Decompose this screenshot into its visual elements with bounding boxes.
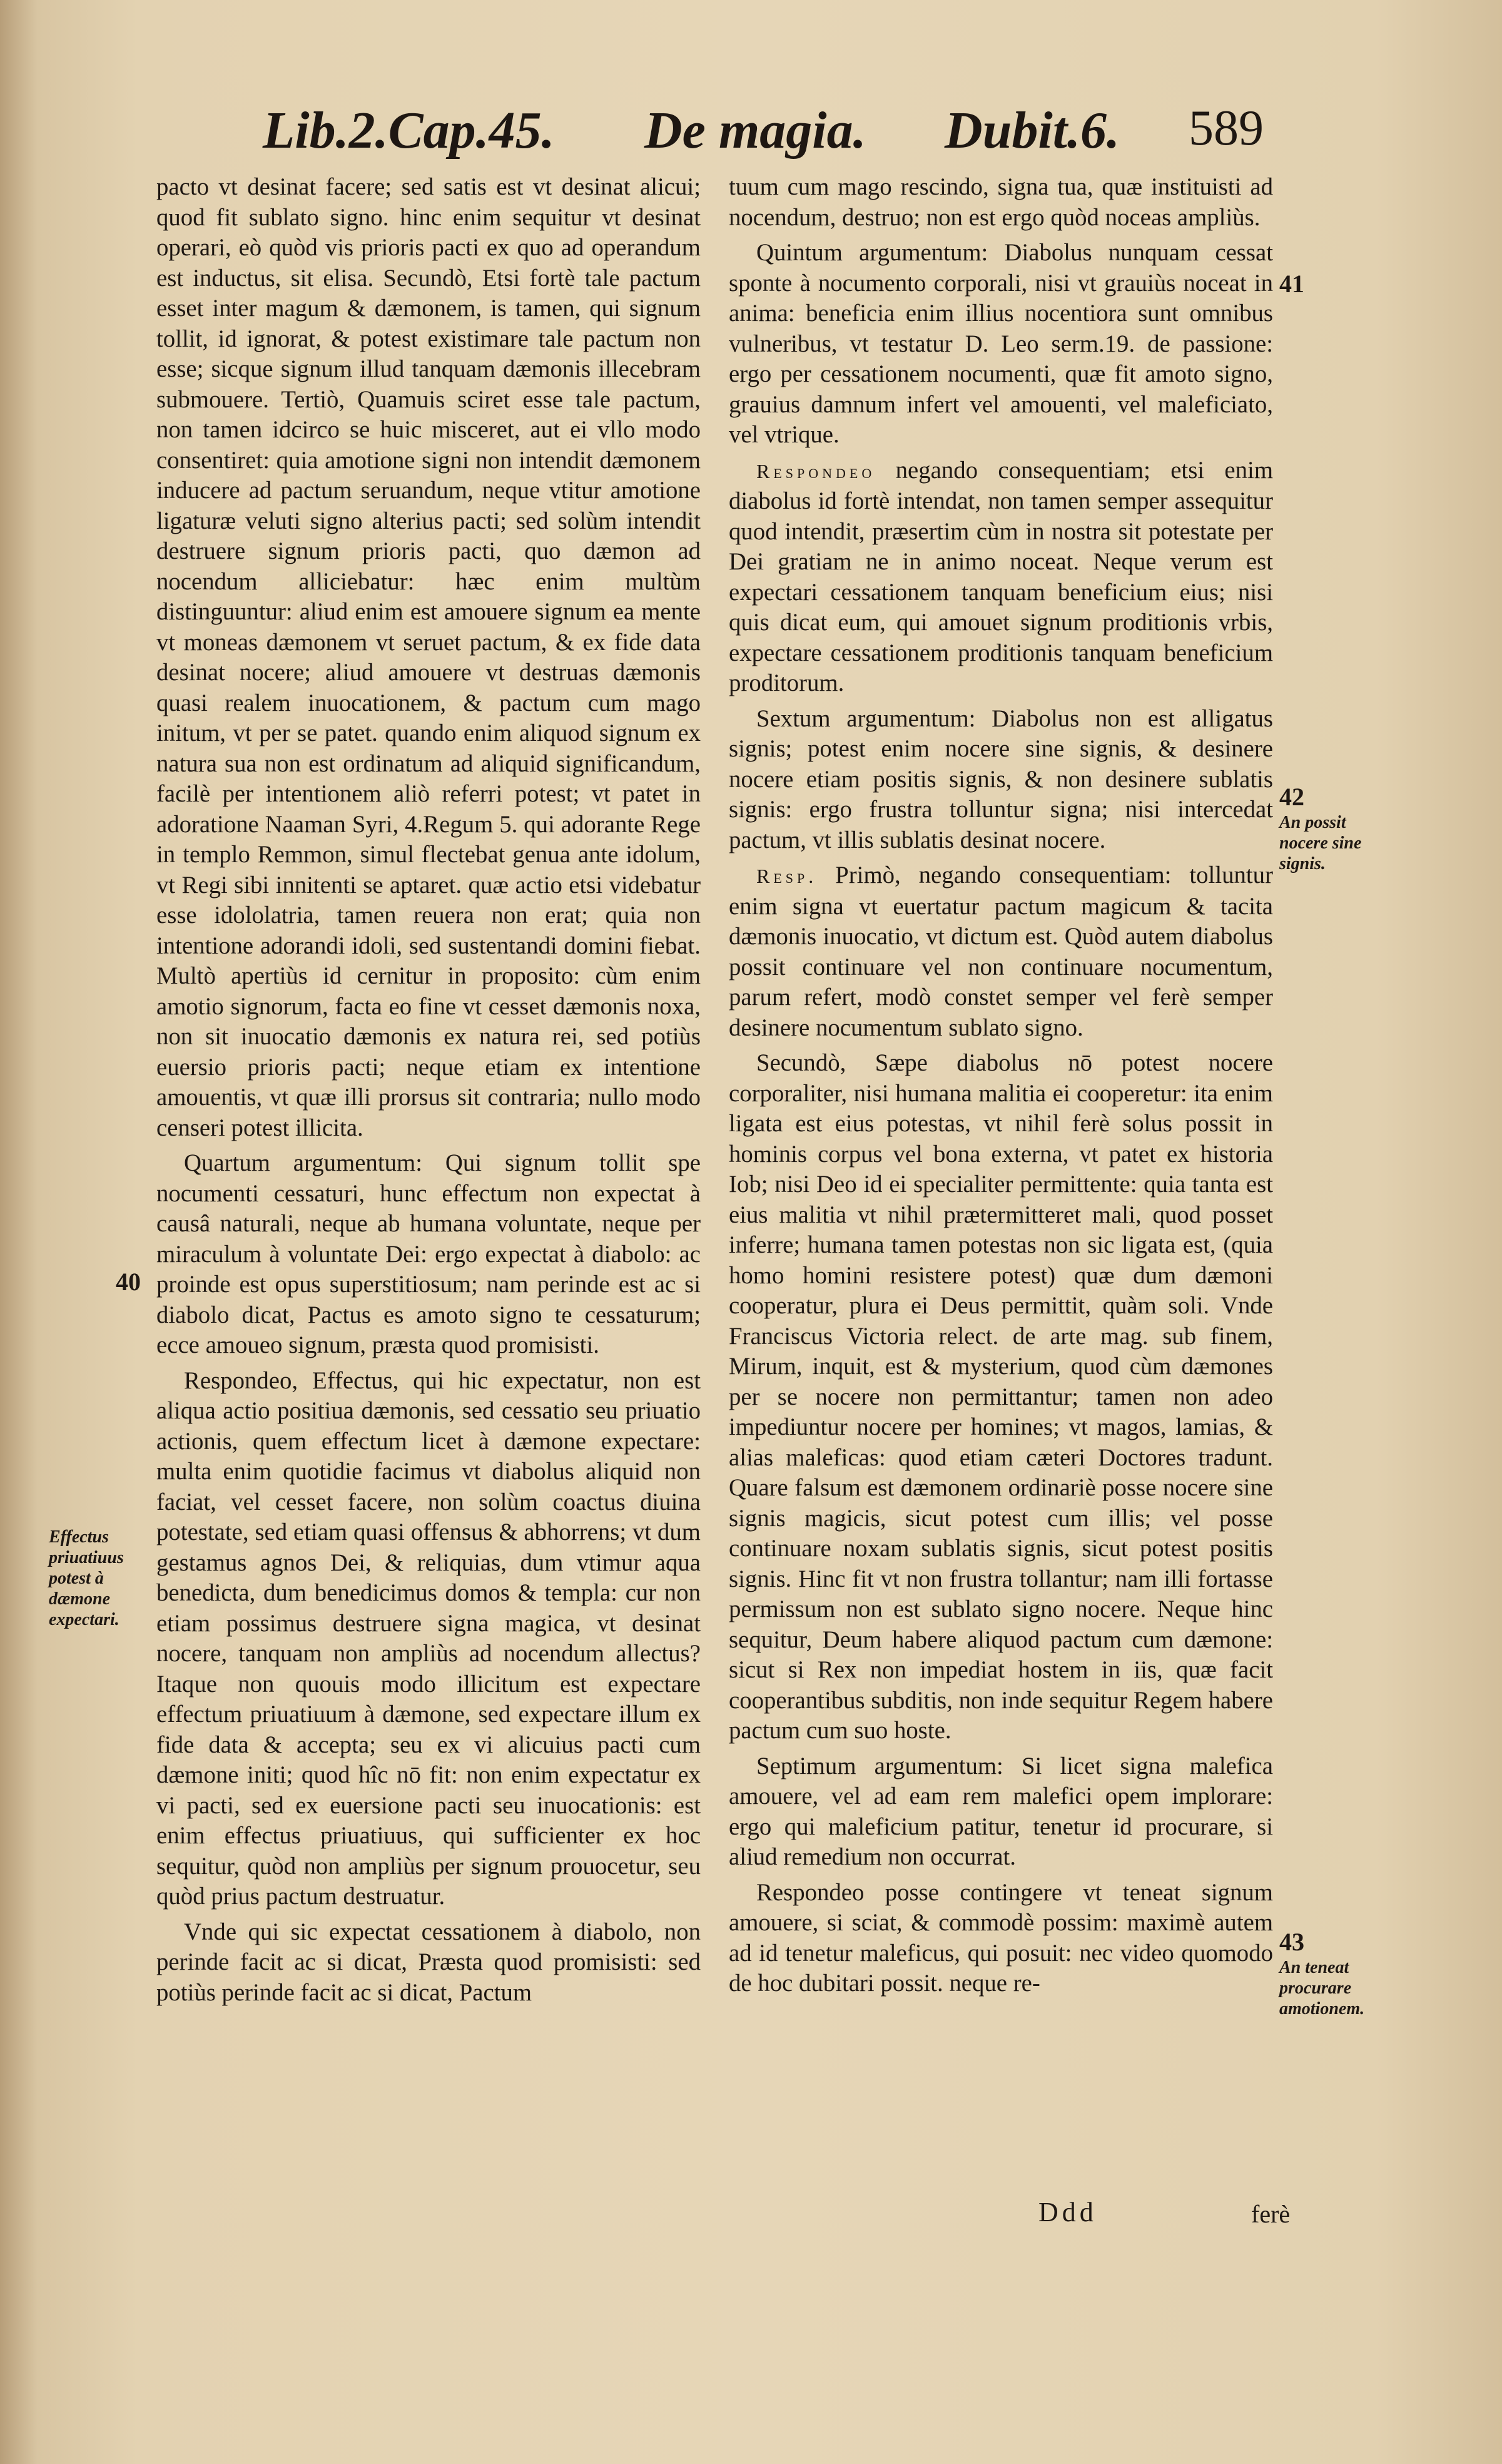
- paragraph: Respondeo posse contingere vt teneat signum amouere, si sciat, & commodè possim: maximè autem ad id tenetur maleficus, qui posuit: nec video quomodo de hoc dubitari possit. neque re-: [729, 1878, 1273, 1997]
- header-dubitatio: Dubit.6.: [945, 101, 1120, 160]
- header-book-chapter: Lib.2.Cap.45.: [263, 101, 555, 160]
- paragraph: [729, 860, 1273, 1043]
- paragraph: tuum cum mago rescindo, signa tua, quæ instituisti ad nocendum, destruo; non est ergo quòd noceas ampliùs.: [729, 173, 1273, 231]
- paragraph: Respondeo, Effectus, qui hic expectatur, non est aliqua actio positiua dæmonis, sed cessatio seu priuatio actionis, quem effectum licet à dæmone expectare: multa enim quotidie facimus vt diabolus aliquid non faciat, vel cesset facere, non solùm coactus diuina potestate, sed etiam quasi offensus & abhorrens; vt dum gestamus agnos Dei, & reliquias, dum vtimur aqua benedicta, dum benedicimus domos & templa: cur non etiam possimus destruere signa magica, vt desinat nocere, tanquam non ampliùs ad nocendum allectus? Itaque non quouis modo illicitum est expectare effectum priuatiuum à dæmone, sed expectare illum ex fide data & accepta; seu ex vi alicuius pacti cum dæmone initi; quod hîc nō fit: non enim expectatur ex vi pacti, sed ex euersione pacti seu inuocationis: est enim effectus priuatiuus, qui sufficienter ex hoc sequitur, quòd non ampliùs per signum prouocetur, seu quòd prius pactum destruatur.: [156, 1367, 701, 1910]
- paragraph: Sextum argumentum: Diabolus non est alligatus signis; potest enim nocere sine signis, & desinere nocere etiam positis signis, & non desinere sublatis signis: ergo frustra tolluntur signa; nisi intercedat pactum, vt illis sublatis desinat nocere.: [729, 705, 1273, 853]
- respondeo-label: Respondeo: [756, 459, 876, 482]
- signature-mark: Ddd: [1038, 2197, 1097, 2227]
- right-column: [729, 172, 1273, 2004]
- paragraph-text: Primò, negando consequentiam: tolluntur enim signa vt euertatur pactum magicum & tacita dæmonis inuocatio, vt dictum est. Quòd autem diabolus possit continuare vel non continuare nocumentum, parum refert, modò constet semper vel ferè semper desinere nocumentum sublato signo.: [729, 862, 1273, 1041]
- margin-note: Effectus priuatiuus potest à dæmone expectari.: [49, 1527, 124, 1629]
- paragraph: Quartum argumentum: Qui signum tollit spe nocumenti cessaturi, hunc effectum non expectat à causâ naturali, neque ab humana voluntate, neque per miraculum à voluntate Dei: ergo expectat à diabolo: ac proinde est opus superstitiosum; nam perinde est ac si diabolo dicat, Pactus es amoto signo te cessaturum; ecce amoueo signum, præsta quod promisisti.: [156, 1149, 701, 1358]
- paragraph: pacto vt desinat facere; sed satis est vt desinat alicui; quod fit sublato signo. hinc enim sequitur vt desinat operari, eò quòd vis prioris pacti ex quo ad operandum est inductus, sit elisa. Secundò, Etsi fortè tale pactum esset inter magum & dæmonem, is tamen, qui signum tollit, id ignorat, & potest existimare tale pactum non esse; sicque signum illud tanquam dæmonis illecebram submouere. Tertiò, Quamuis sciret esse tale pactum, non tamen idcirco se huic misceret, aut ei vllo modo consentiret: quia amotione signi non intendit dæmonem inducere ad pactum seruandum, neque vtitur amotione ligaturæ veluti signo alterius pacti; sed solùm intendit destruere signum prioris pacti, quo dæmon ad nocendum alliciebatur: hæc enim multùm distinguuntur: aliud enim est amouere signum ea mente vt moneas dæmonem vt seruet pactum, & ex fide data desinat nocere; aliud amouere vt destruas dæmonis quasi realem inuocationem, & pactum cum mago initum, vt per se patet. quando enim aliquod signum ex natura sua non est ordinatum ad aliquid significandum, facilè per intentionem aliò referri potest; vt patet in adoratione Naaman Syri, 4.Regum 5. qui adorante Rege in templo Remmon, simul flectebat genua ante idolum, vt Regi sibi innitenti se aptaret. quæ actio etsi videbatur esse idololatria, tamen reuera non erat; quia non intentione adorandi idoli, sed sustentandi domini fiebat. Multò apertiùs id cernitur in proposito: cùm enim amotio signorum, facta eo fine vt cesset dæmonis noxa, non sit inuocatio dæmonis ex natura rei, sed potiùs euersio prioris pacti; neque etiam ex intentione amouentis, vt quæ illi prorsus sit contraria; nullo modo censeri potest illicita.: [156, 173, 701, 1141]
- page-number: 589: [1189, 101, 1264, 156]
- margin-number: 41: [1279, 270, 1304, 298]
- margin-number: 42: [1279, 783, 1304, 811]
- left-column: [156, 172, 701, 2013]
- paragraph: Septimum argumentum: Si licet signa malefica amouere, vel ad eam rem malefici opem implorare: ergo qui maleficium patitur, tenetur id procurare, si aliud remedium non occurrat.: [729, 1752, 1273, 1870]
- header-title: De magia.: [644, 101, 866, 160]
- catchword: ferè: [1251, 2200, 1291, 2228]
- running-header: [263, 100, 1276, 175]
- paragraph: Vnde qui sic expectat cessationem à diabolo, non perinde facit ac si dicat, Præsta quod promisisti: sed potiùs perinde facit ac si dicat, Pactum: [156, 1918, 701, 2006]
- paragraph-text: negando consequentiam; etsi enim diabolus id fortè intendat, non tamen semper assequitur quod intendit, præsertim cùm in nostra sit potestate per Dei gratiam ne in animo noceat. Neque verum est expectari cessationem tanquam beneficium eius; nisi quis dicat eum, qui amouet signum proditionis vrbis, expectare cessationem proditionis tanquam beneficium proditorum.: [729, 456, 1273, 696]
- margin-note: An possit nocere sine signis.: [1279, 813, 1362, 873]
- margin-note: An teneat procurare amotionem.: [1279, 1958, 1365, 2019]
- paragraph: Quintum argumentum: Diabolus nunquam cessat sponte à nocumento corporali, nisi vt grauiùs noceat in anima: beneficia enim illius nocentiora sunt omnibus vulneribus, vt testatur D. Leo serm.19. de passione: ergo per cessationem nocumenti, quæ fit amoto signo, grauius damnum infert vel amouenti, vel maleficiato, vel vtrique.: [729, 239, 1273, 448]
- resp-label: Resp.: [756, 865, 818, 887]
- margin-number: 40: [116, 1268, 141, 1296]
- paragraph: [729, 456, 1273, 699]
- paragraph: Secundò, Sæpe diabolus nō potest nocere corporaliter, nisi humana malitia ei cooperetur: ita enim ligata est eius potestas, vt nihil ferè solus possit in hominis corpus vel bona externa, vt patet ex historia Iob; nisi Deo id ei specialiter permittente: quia tanta est eius malitia vt nihil prætermitteret mali, quod posset inferre; humana tamen potestas non sic ligata est, (quia homo homini resistere potest) quæ dum dæmoni cooperatur, plura ei Deus permittit, quàm soli. Vnde Franciscus Victoria relect. de arte mag. sub finem, Mirum, inquit, est & mysterium, quod cùm dæmones per se nocere non permittantur; tamen non adeo impediuntur nocere per homines; vt magos, lamias, & alias maleficas: quod etiam cæteri Doctores tradunt. Quare falsum est dæmonem ordinariè posse nocere sine signis magicis, sicut potest cum illis; vel posse continuare noxam sublatis signis, sicut potest positis signis. Hinc fit vt non frustra tollantur; nam illi fortasse permissum non est sublato signo nocere. Neque hinc sequitur, Deum habere aliquod pactum cum dæmone: sicut si Rex non impediat hostem in iis, quæ facit cooperantibus subditis, non inde sequitur Regem habere pactum cum suo hoste.: [729, 1049, 1273, 1744]
- margin-number: 43: [1279, 1928, 1304, 1956]
